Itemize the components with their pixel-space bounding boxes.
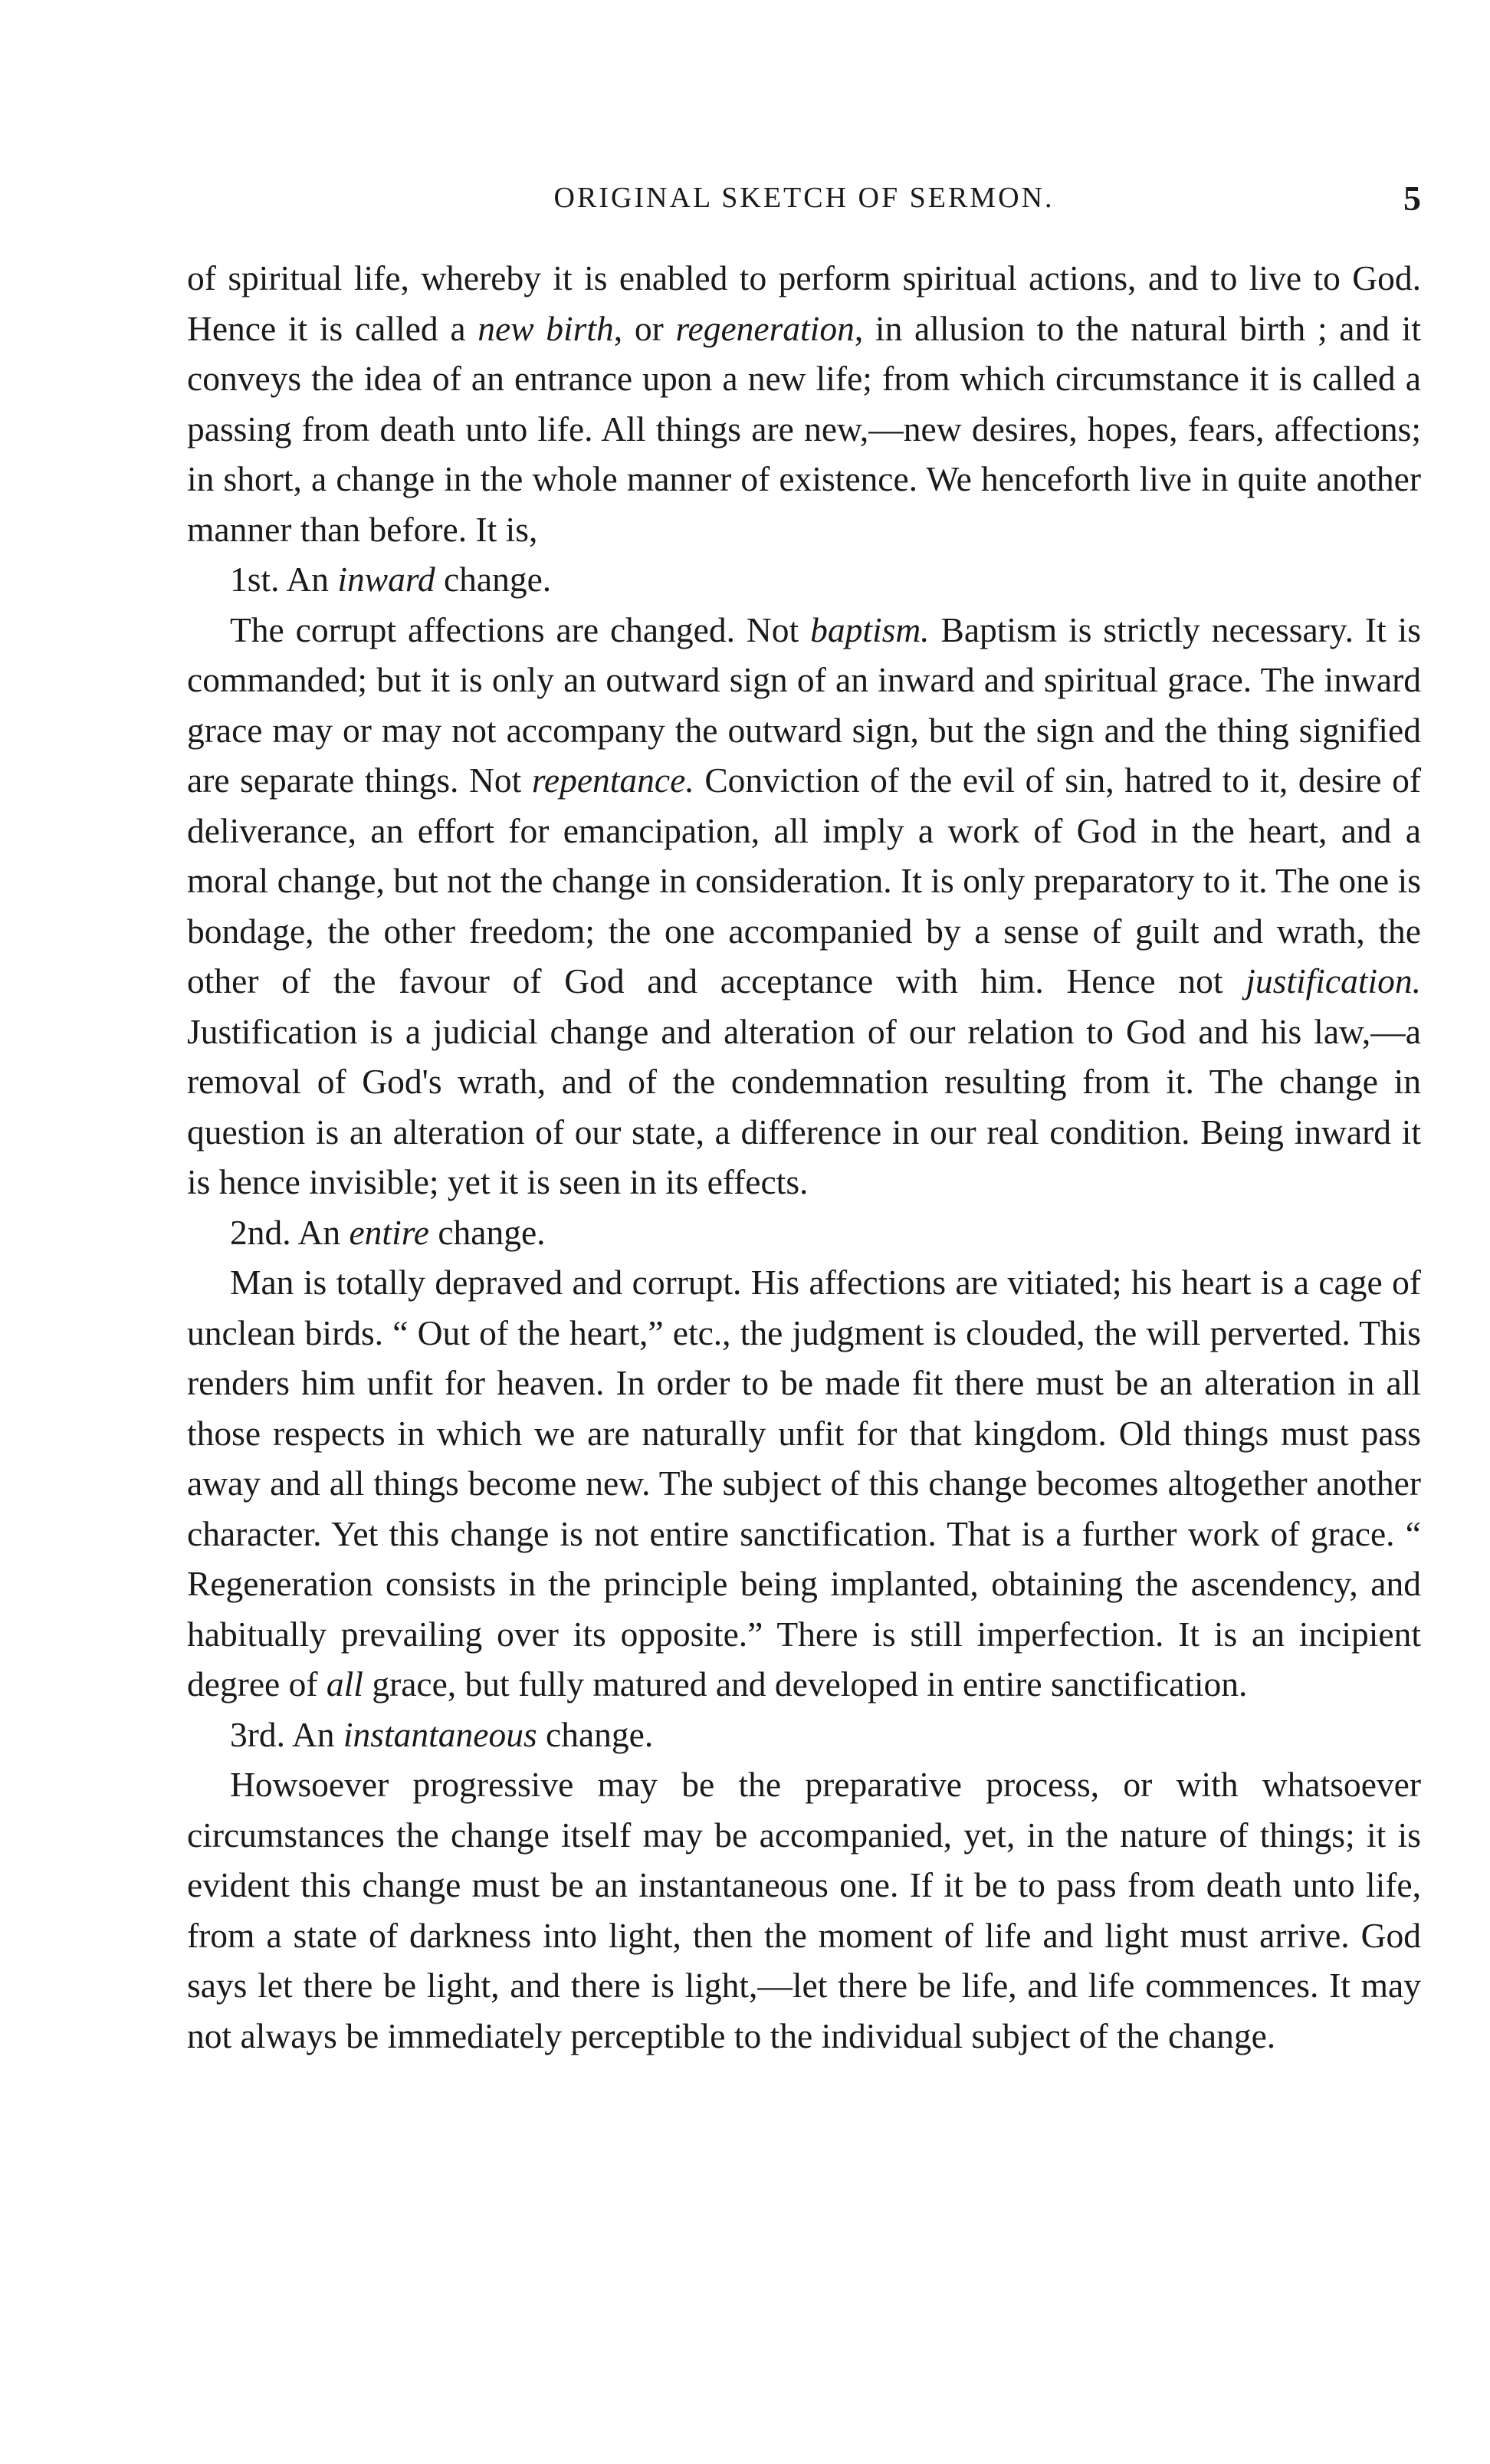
italic-text: new birth: [478, 308, 614, 348]
text-run: change.: [435, 560, 552, 599]
text-run: change.: [428, 1212, 546, 1252]
body-paragraph: [187, 605, 1421, 1207]
text-run: , in allusion to the natural birth ; and it conveys the idea of an entrance upon a new life; from which circumstance it is called a passing from death unto life. All things are new,—new desires, hopes, fears, affections; in short, a change in the whole manner of existence. We henceforth live in quite another manner than before. It is,: [187, 308, 1422, 549]
text-run: The corrupt affections are changed. Not: [230, 609, 811, 649]
body-paragraph: [187, 253, 1421, 554]
section-heading: [187, 1207, 1421, 1258]
text-run: 3rd. An: [230, 1714, 343, 1754]
text-run: grace, but fully matured and developed in entire sanctification.: [363, 1664, 1248, 1703]
text-run: 2nd. An: [230, 1212, 350, 1252]
section-heading: [187, 1710, 1421, 1760]
text-run: of spiritual life, whereby it is enabled to perform spiritual actions, and to live to God. Hence it is called a: [187, 258, 1421, 348]
italic-text: inward: [337, 560, 435, 599]
text-run: 1st. An: [230, 560, 338, 599]
italic-text: regeneration: [675, 308, 855, 348]
italic-text: all: [326, 1664, 363, 1703]
text-run: Howsoever progressive may be the preparative process, or with whatsoever circumstances the change itself may be accompanied, yet, in the nature of things; it is evident this change must be an instantaneous one. If it be to pass from death unto life, from a state of darkness into light, then the moment of life and light must arrive. God says let there be light, and there is light,—let there be life, and life commences. It may not always be immediately perceptible to the individual subject of the change.: [187, 1765, 1421, 2055]
page-header: [187, 181, 1421, 227]
text-run: Justification is a judicial change and alteration of our relation to God and his law,—a removal of God's wrath, and of the condemnation resulting from it. The change in question is an alteration of our state, a difference in our real condition. Being inward it is hence invisible; yet it is seen in its effects.: [187, 1011, 1421, 1201]
text-run: Conviction of the evil of sin, hatred to it, desire of deliverance, an effort for emancipation, all imply a work of God in the heart, and a moral change, but not the change in consideration. It is only preparatory to it. The one is bondage, the other freedom; the one accompanied by a sense of guilt and wrath, the other of the favour of God and acceptance with him. Hence not: [187, 761, 1421, 1000]
italic-text: justification.: [1245, 961, 1421, 1000]
body-paragraph: [187, 1759, 1421, 2061]
text-run: Man is totally depraved and corrupt. His affections are vitiated; his heart is a cage of unclean birds. “ Out of the heart,” etc., the judgment is clouded, the will perverted. This renders him unfit for heaven. In order to be made fit there must be an alteration in all those respects in which we are naturally unfit for that kingdom. Old things must pass away and all things become new. The subject of this change becomes altogether another character. Yet this change is not entire sanctification. That is a further work of grace. “ Regeneration consists in the principle being implanted, obtaining the ascendency, and habitually prevailing over its opposite.” There is still imperfection. It is an incipient degree of: [187, 1263, 1421, 1703]
page-number: 5: [1403, 179, 1421, 218]
page-body: [187, 253, 1421, 2061]
body-paragraph: [187, 1257, 1421, 1710]
section-heading: [187, 554, 1421, 605]
italic-text: instantaneous: [343, 1714, 537, 1754]
italic-text: baptism.: [810, 609, 930, 649]
text-run: , or: [613, 308, 676, 348]
text-run: change.: [537, 1714, 654, 1754]
text-run: Baptism is strictly necessary. It is commanded; but it is only an outward sign of an inward and spiritual grace. The inward grace may or may not accompany the outward sign, but the sign and the thing signified are separate things. Not: [187, 609, 1421, 800]
running-head: ORIGINAL SKETCH OF SERMON.: [553, 182, 1055, 214]
italic-text: entire: [349, 1212, 429, 1252]
italic-text: repentance.: [531, 761, 694, 800]
